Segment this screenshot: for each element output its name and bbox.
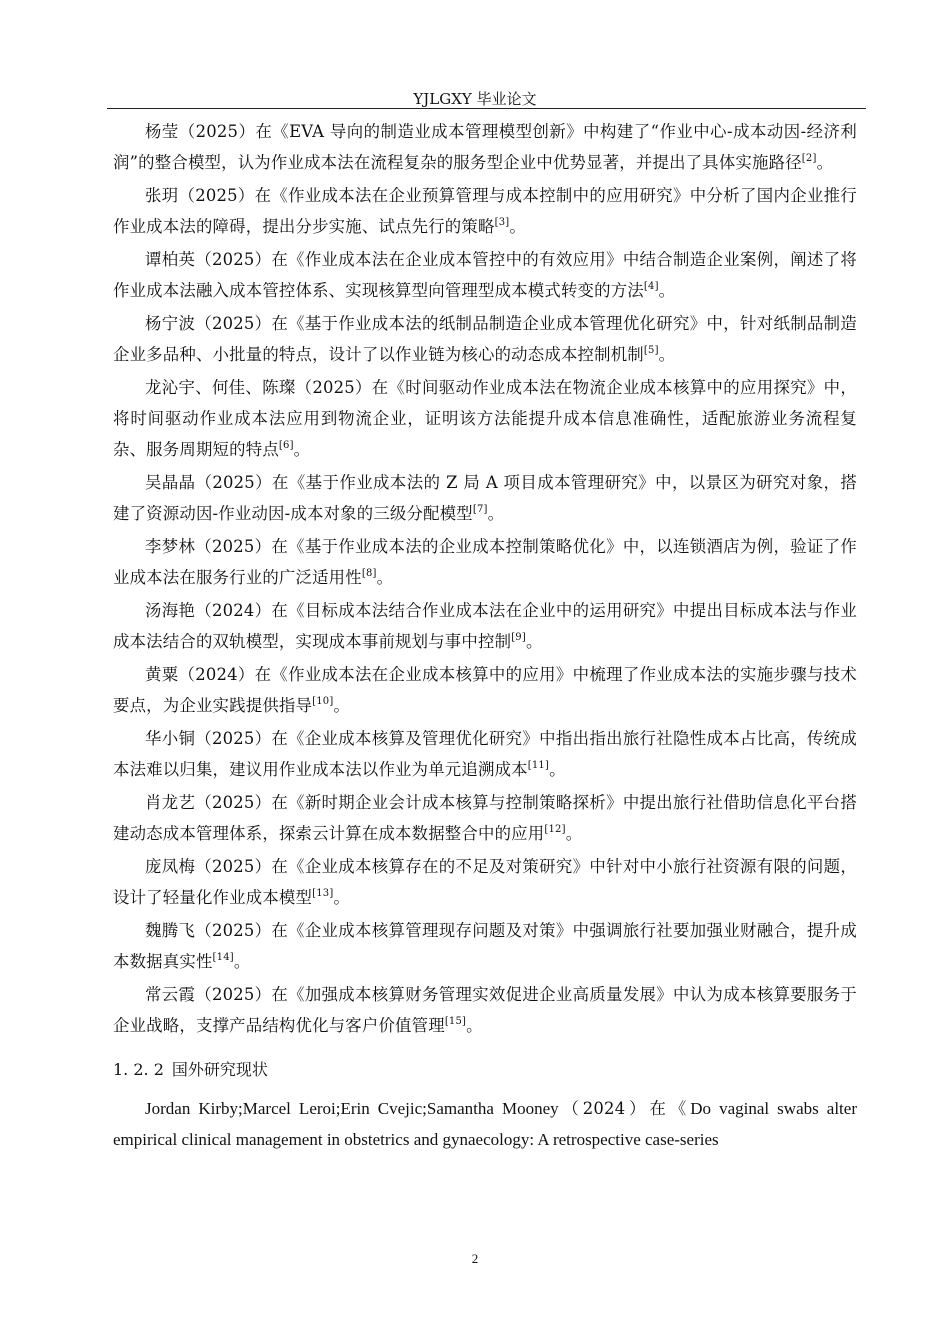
- paragraph-text: 魏腾飞（2025）在《企业成本核算管理现存问题及对策》中强调旅行社要加强业财融合，提升成本数据真实性: [113, 921, 857, 971]
- sentence-end: 。: [658, 345, 676, 364]
- foreign-authors: Jordan Kirby;Marcel Leroi;Erin Cvejic;Samantha Mooney: [145, 1099, 559, 1118]
- sentence-end: 。: [487, 504, 505, 523]
- paragraph-text: 常云霞（2025）在《加强成本核算财务管理实效促进企业高质量发展》中认为成本核算要服务于企业战略，支撑产品结构优化与客户价值管理: [113, 985, 857, 1035]
- citation-ref: [15]: [444, 1016, 467, 1027]
- paragraph-tang-haiyan: [113, 595, 857, 657]
- sentence-end: 。: [525, 632, 543, 651]
- citation-ref: [2]: [801, 153, 817, 164]
- paragraph-zhang-yue: [113, 180, 857, 242]
- paragraph-wu-jingjing: [113, 467, 857, 529]
- paragraph-text: 杨宁波（2025）在《基于作业成本法的纸制品制造企业成本管理优化研究》中，针对纸制品制造企业多品种、小批量的特点，设计了以作业链为核心的动态成本控制机制: [113, 314, 857, 364]
- sentence-end: 。: [333, 888, 351, 907]
- paragraph-yang-ying: [113, 116, 857, 178]
- paragraph-text: 谭柏英（2025）在《作业成本法在企业成本管控中的有效应用》中结合制造企业案例，阐述了将作业成本法融入成本管控体系、实现核算型向管理型成本模式转变的方法: [113, 250, 857, 300]
- sentence-end: 。: [816, 153, 834, 172]
- citation-ref: [6]: [278, 440, 294, 451]
- citation-ref: [14]: [212, 952, 234, 963]
- sentence-end: 。: [293, 440, 311, 459]
- sentence-end: 。: [376, 568, 394, 587]
- foreign-year: （2024）在《: [558, 1099, 691, 1118]
- paragraph-text: 李梦林（2025）在《基于作业成本法的企业成本控制策略优化》中，以连锁酒店为例，验证了作业成本法在服务行业的广泛适用性: [113, 537, 857, 587]
- foreign-title: Do vaginal swabs alter empirical clinical management in obstetrics and gynaecology: A retrospective case-series: [113, 1099, 857, 1149]
- paragraph-text: 华小铜（2025）在《企业成本核算及管理优化研究》中指出指出旅行社隐性成本占比高，传统成本法难以归集，建议用作业成本法以作业为单元追溯成本: [113, 729, 857, 779]
- sentence-end: 。: [233, 952, 251, 971]
- page-number: 2: [471, 1251, 479, 1266]
- running-header-title: YJLGXY 毕业论文: [413, 90, 537, 108]
- paragraph-pang-fengmei: [113, 851, 857, 913]
- paragraph-text: 吴晶晶（2025）在《基于作业成本法的 Z 局 A 项目成本管理研究》中，以景区为研究对象，搭建了资源动因-作业动因-成本对象的三级分配模型: [113, 473, 857, 523]
- main-content: [113, 116, 857, 1157]
- header-divider: [107, 108, 866, 109]
- sentence-end: 。: [549, 760, 566, 779]
- paragraph-huang-su: [113, 659, 857, 721]
- citation-ref: [9]: [511, 632, 526, 643]
- citation-ref: [13]: [312, 888, 334, 899]
- sentence-end: 。: [565, 824, 583, 843]
- paragraph-text: 庞凤梅（2025）在《企业成本核算存在的不足及对策研究》中针对中小旅行社资源有限的问题，设计了轻量化作业成本模型: [113, 857, 857, 907]
- sentence-end: 。: [466, 1016, 483, 1035]
- section-number: 1. 2. 2: [113, 1060, 164, 1079]
- paragraph-tan-baiying: [113, 244, 857, 306]
- paragraph-wei-tengfei: [113, 915, 857, 977]
- sentence-end: 。: [509, 217, 526, 236]
- citation-ref: [7]: [472, 504, 488, 515]
- paragraph-xiao-longyi: [113, 787, 857, 849]
- paragraph-text: 肖龙艺（2025）在《新时期企业会计成本核算与控制策略探析》中提出旅行社借助信息化平台搭建动态成本管理体系，探索云计算在成本数据整合中的应用: [113, 793, 857, 843]
- citation-ref: [8]: [361, 568, 377, 579]
- paragraph-li-menglin: [113, 531, 857, 593]
- citation-ref: [10]: [312, 696, 334, 707]
- citation-ref: [3]: [494, 217, 510, 228]
- paragraph-text: 龙沁宇、何佳、陈璨（2025）在《时间驱动作业成本法在物流企业成本核算中的应用探究》中，将时间驱动作业成本法应用到物流企业，证明该方法能提升成本信息准确性，适配旅游业务流程复杂、服务周期短的特点: [113, 378, 857, 459]
- section-heading: [113, 1055, 857, 1085]
- sentence-end: 。: [658, 281, 676, 300]
- citation-ref: [11]: [527, 760, 550, 771]
- paragraph-text: 黄粟（2024）在《作业成本法在企业成本核算中的应用》中梳理了作业成本法的实施步骤与技术要点，为企业实践提供指导: [113, 665, 857, 715]
- sentence-end: 。: [333, 696, 351, 715]
- citation-ref: [5]: [643, 345, 659, 356]
- paragraph-foreign-study: [113, 1093, 857, 1155]
- paragraph-text: 汤海艳（2024）在《目标成本法结合作业成本法在企业中的运用研究》中提出目标成本法与作业成本法结合的双轨模型，实现成本事前规划与事中控制: [113, 601, 857, 651]
- paragraph-hua-xiaotong: [113, 723, 857, 785]
- citation-ref: [4]: [643, 281, 659, 292]
- paragraph-chang-yunxia: [113, 979, 857, 1041]
- section-title: 国外研究现状: [171, 1060, 268, 1079]
- paragraph-yang-ningbo: [113, 308, 857, 370]
- citation-ref: [12]: [544, 824, 566, 835]
- paragraph-text: 张玥（2025）在《作业成本法在企业预算管理与成本控制中的应用研究》中分析了国内企业推行作业成本法的障碍，提出分步实施、试点先行的策略: [113, 186, 857, 236]
- paragraph-long-qinyu: [113, 372, 857, 465]
- paragraph-text: 杨莹（2025）在《EVA 导向的制造业成本管理模型创新》中构建了“作业中心-成本动因-经济利润”的整合模型，认为作业成本法在流程复杂的服务型企业中优势显著，并提出了具体实施路径: [113, 122, 857, 172]
